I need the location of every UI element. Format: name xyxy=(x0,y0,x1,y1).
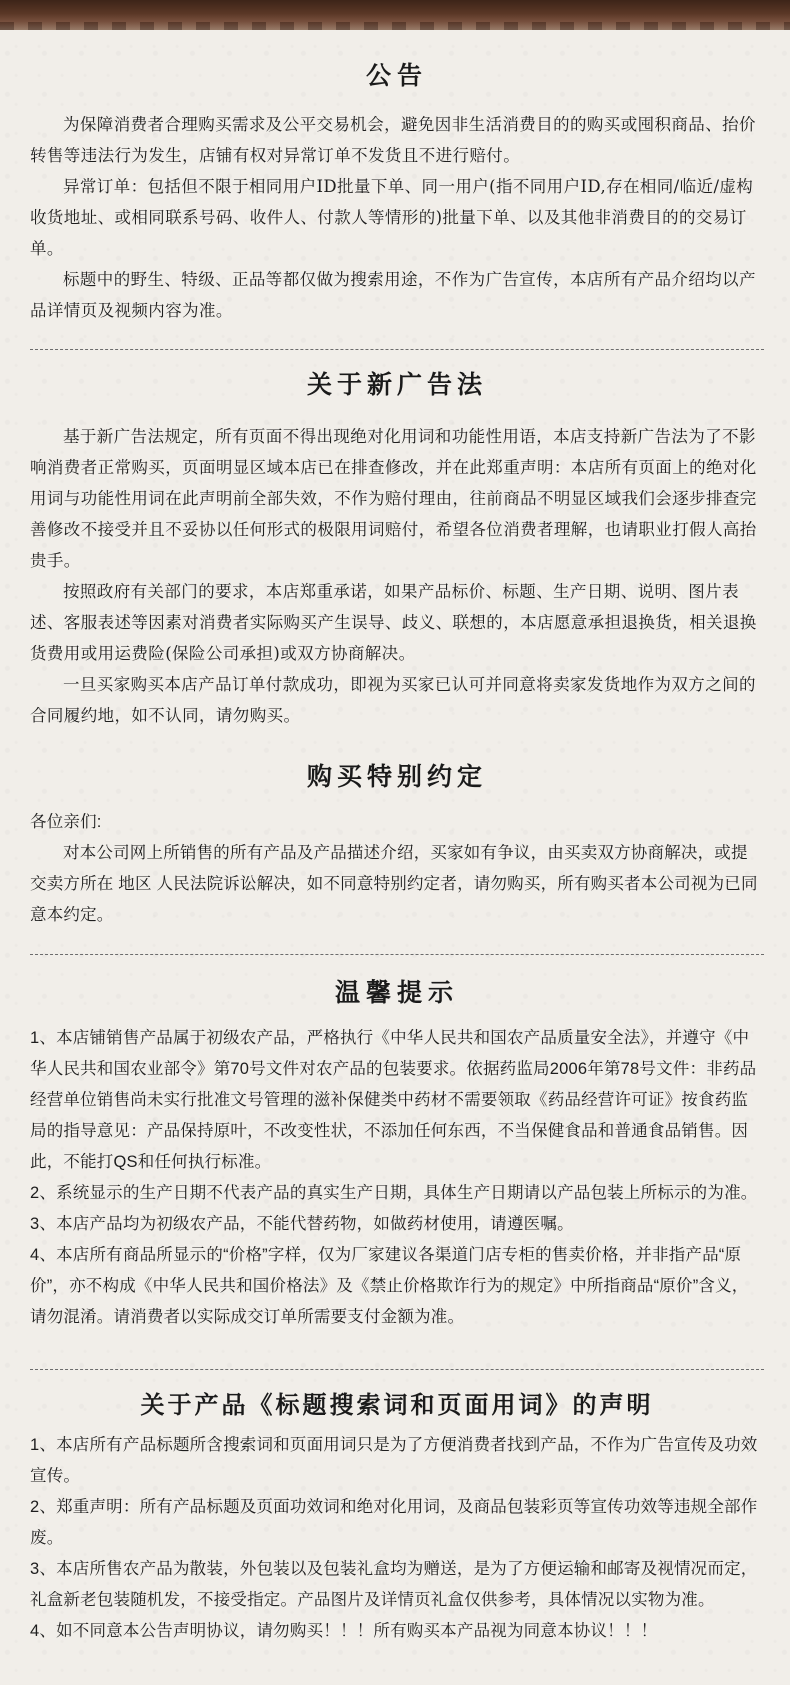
ad-law-paragraph: 一旦买家购买本店产品订单付款成功，即视为买家已认可并同意将卖家发货地作为双方之间的合同履约地，如不认同，请勿购买。 xyxy=(30,675,756,725)
section-divider xyxy=(30,349,764,350)
section-divider xyxy=(30,1369,764,1370)
tips-item: 2、系统显示的生产日期不代表产品的真实生产日期，具体生产日期请以产品包装上所标示的为准。 xyxy=(30,1184,758,1202)
section-divider xyxy=(30,954,764,955)
notice-section xyxy=(30,56,764,326)
tips-item: 1、本店铺销售产品属于初级农产品，严格执行《中华人民共和国农产品质量安全法》，并遵守《中华人民共和国农业部令》第70号文件对农产品的包装要求。依据药监局2006年第78号文件：非药品经营单位销售尚未实行批准文号管理的滋补保健类中药材不需要领取《药品经营许可证》按食药监局的指导意见：产品保持原叶，不改变性状，不添加任何东西，不当保健食品和普通食品销售。因此，不能打QS和任何执行标准。 xyxy=(30,1029,757,1171)
purchase-agreement-title: 购买特别约定 xyxy=(306,762,487,791)
product-statement-item: 1、本店所有产品标题所含搜索词和页面用词只是为了方便消费者找到产品，不作为广告宣传及功效宣传。 xyxy=(30,1436,758,1485)
ad-law-paragraph: 按照政府有关部门的要求，本店郑重承诺，如果产品标价、标题、生产日期、说明、图片表述、客服表述等因素对消费者实际购买产生误导、歧义、联想的，本店愿意承担退换货，相关退换货费用或用运费险(保险公司承担)或双方协商解决。 xyxy=(30,582,757,663)
product-statement-section xyxy=(30,1385,764,1647)
notice-paragraph: 为保障消费者合理购买需求及公平交易机会，避免因非生活消费目的的购买或囤积商品、抬价转售等违法行为发生，店铺有权对异常订单不发货且不进行赔付。 xyxy=(30,115,756,165)
purchase-agreement-paragraph: 对本公司网上所销售的所有产品及产品描述介绍，买家如有争议，由买卖双方协商解决，或提交卖方所在 地区 人民法院诉讼解决，如不同意特别约定者，请勿购买，所有购买者本公司视为已同意本约定。 xyxy=(30,844,758,924)
ad-law-section xyxy=(30,365,764,731)
decorative-top-border xyxy=(0,0,790,30)
tips-item: 3、本店产品均为初级农产品，不能代替药物，如做药材使用，请遵医嘱。 xyxy=(30,1215,574,1233)
ad-law-title: 关于新广告法 xyxy=(306,370,487,399)
tips-item: 4、本店所有商品所显示的“价格”字样，仅为厂家建议各渠道门店专柜的售卖价格，并非指产品“原价”，亦不构成《中华人民共和国价格法》及《禁止价格欺诈行为的规定》中所指商品“原价”含义，请勿混淆。请消费者以实际成交订单所需要支付金额为准。 xyxy=(30,1246,749,1326)
product-statement-item: 2、郑重声明：所有产品标题及页面功效词和绝对化用词，及商品包装彩页等宣传功效等违规全部作废。 xyxy=(30,1498,758,1547)
product-statement-item: 3、本店所售农产品为散装，外包装以及包装礼盒均为赠送，是为了方便运输和邮寄及视情况而定，礼盒新老包装随机发，不接受指定。产品图片及详情页礼盒仅供参考，具体情况以实物为准。 xyxy=(30,1560,758,1609)
notice-title: 公告 xyxy=(365,61,428,90)
ad-law-paragraph: 基于新广告法规定，所有页面不得出现绝对化用词和功能性用语，本店支持新广告法为了不影响消费者正常购买，页面明显区域本店已在排查修改，并在此郑重声明：本店所有页面上的绝对化用词与功能性用词在此声明前全部失效，不作为赔付理由，往前商品不明显区域我们会逐步排查完善修改不接受并且不妥协以任何形式的极限用词赔付，希望各位消费者理解，也请职业打假人高抬贵手。 xyxy=(30,427,757,570)
notice-paragraph: 标题中的野生、特级、正品等都仅做为搜索用途，不作为广告宣传，本店所有产品介绍均以产品详情页及视频内容为准。 xyxy=(30,270,756,320)
product-statement-title: 关于产品《标题搜索词和页面用词》的声明 xyxy=(140,1391,654,1419)
tips-title: 温馨提示 xyxy=(334,978,459,1007)
product-statement-item: 4、如不同意本公告声明协议，请勿购买！！！所有购买本产品视为同意本协议！！！ xyxy=(30,1622,658,1640)
purchase-agreement-greeting: 各位亲们: xyxy=(30,813,102,831)
notice-paragraph: 异常订单：包括但不限于相同用户ID批量下单、同一用户(指不同用户ID,存在相同/临近/虚构收货地址、或相同联系号码、收件人、付款人等情形的)批量下单、以及其他非消费目的的交易订单。 xyxy=(30,177,754,258)
purchase-agreement-section xyxy=(30,757,764,931)
tips-section xyxy=(30,973,764,1333)
